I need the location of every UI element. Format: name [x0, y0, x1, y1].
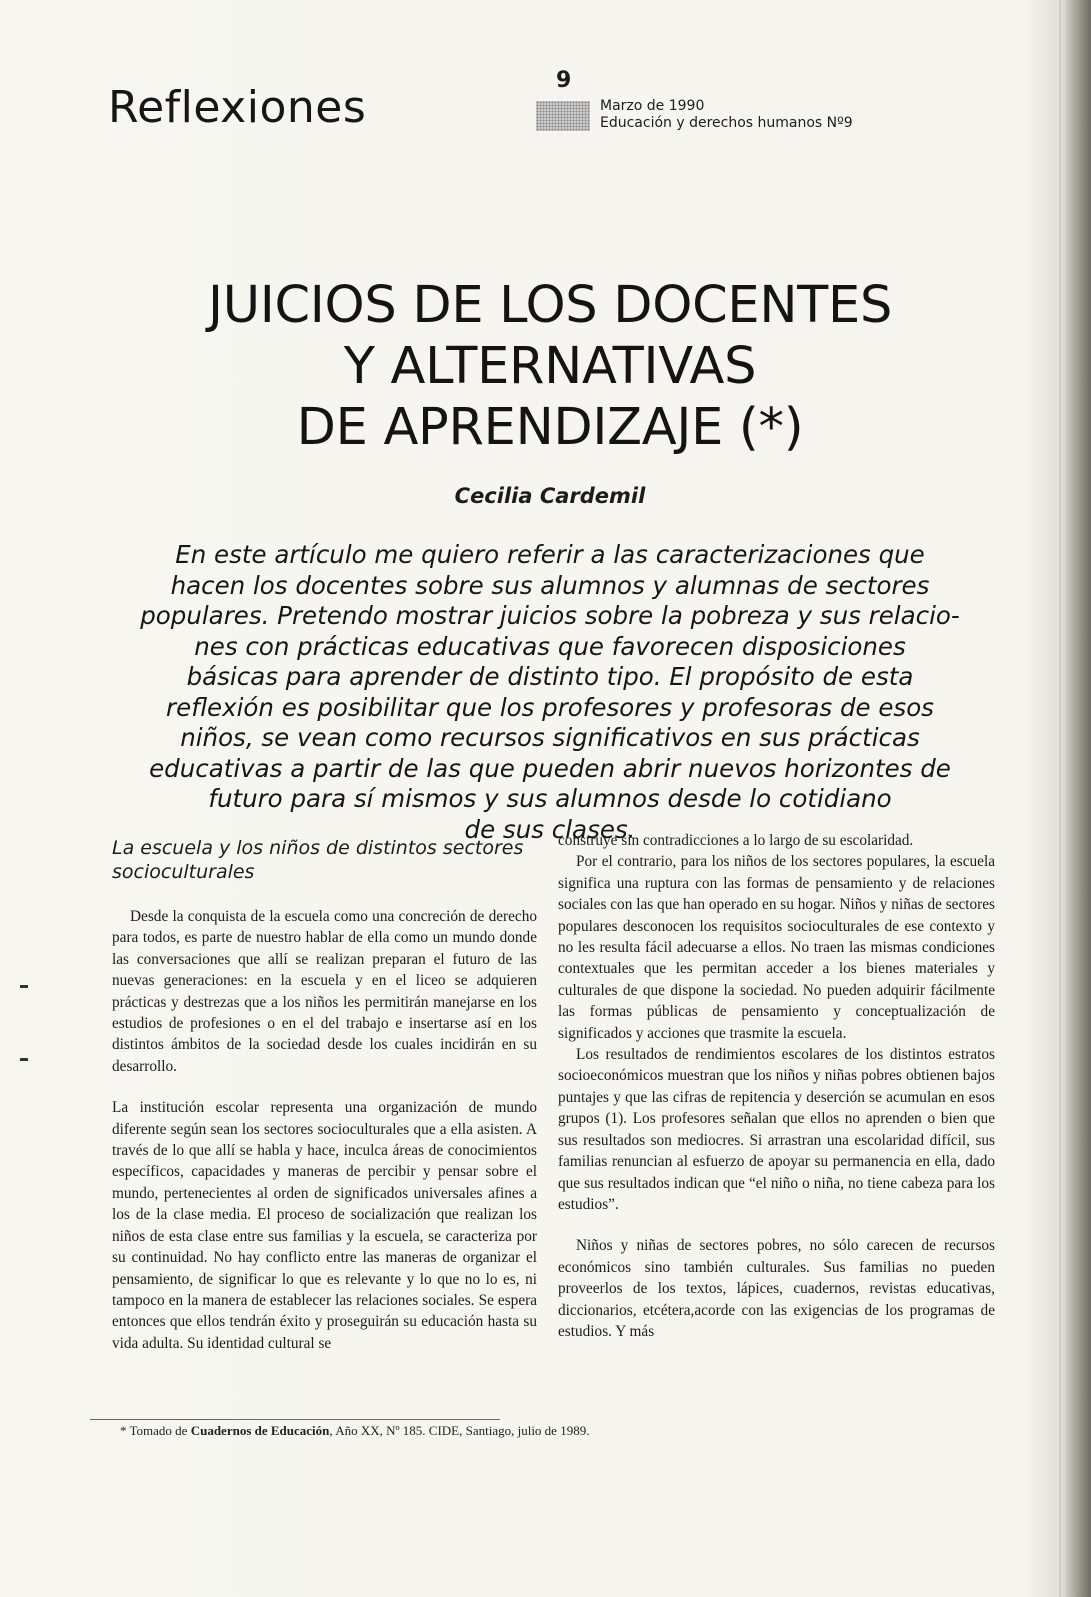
footnote-rule — [90, 1419, 500, 1420]
abstract-line: hacen los docentes sobre sus alumnos y alumnas de sectores — [170, 570, 930, 600]
abstract-line: En este artículo me quiero referir a las caracterizaciones que — [175, 540, 925, 569]
issue-title: Educación y derechos humanos Nº9 — [600, 115, 853, 131]
footnote — [120, 1423, 589, 1439]
footnote-prefix: * Tomado de — [120, 1423, 191, 1438]
issue-date: Marzo de 1990 — [600, 98, 705, 114]
abstract-line: populares. Pretendo mostrar juicios sobre la pobreza y sus relacio- — [140, 601, 960, 630]
issue-info — [600, 98, 853, 132]
left-column — [112, 830, 537, 1354]
title-line: DE APRENDIZAJE (*) — [296, 398, 804, 457]
abstract-line: básicas para aprender de distinto tipo. El propósito de esta — [186, 662, 914, 691]
title-line: Y ALTERNATIVAS — [343, 337, 757, 396]
abstract-line: de sus clases. — [464, 814, 636, 844]
binding-edge — [1065, 0, 1091, 1597]
body-paragraph: Los resultados de rendimientos escolares de los distintos estratos socioeconómicos muestran que los niños y niñas pobres obtienen bajos puntajes y que las cifras de repitencia y deserción se acumulan en esos grupos (1). Los profesores señalan que ellos no aprenden o bien que sus resultados son mediocres. Si arrastran una escolaridad difícil, sus familias renuncian al esfuerzo de apoyar su permanencia en ella, dado que sus resultados indican que “el niño o niña, no tiene cabeza para los estudios”. — [558, 1046, 995, 1213]
abstract-line: nes con prácticas educativas que favorecen disposiciones — [194, 631, 906, 661]
title-line: JUICIOS DE LOS DOCENTES — [207, 276, 893, 335]
article-title — [100, 275, 1000, 458]
body-paragraph: Niños y niñas de sectores pobres, no sólo carecen de recursos económicos sino también culturales. Sus familias no pueden proveerlos de los textos, lápices, cuadernos, revistas educativas, diccionarios, etcétera,acorde con las exigencias de los programas de estudios. Y más — [558, 1237, 995, 1340]
abstract-line: futuro para sí mismos y sus alumnos desde lo cotidiano — [208, 784, 892, 813]
subheading: La escuela y los niños de distintos sectores socioculturales — [112, 837, 524, 883]
page-fold-line — [1059, 0, 1061, 1597]
margin-mark — [20, 985, 28, 988]
author-name: Cecilia Cardemil — [454, 484, 646, 508]
page-number: 9 — [556, 68, 572, 93]
halftone-box — [536, 101, 590, 131]
body-paragraph: La institución escolar representa una organización de mundo diferente según sean los sectores socioculturales que a ella asisten. A través de lo que allí se habla y hace, inculca áreas de conocimientos específicos, capacidades y maneras de percibir y pensar sobre el mundo, pertenecientes al orden de significados universales afines a los de la clase media. El proceso de socialización que realizan los niños de esta clase entre sus familias y la escuela, se caracteriza por su continuidad. No hay conflicto entre las maneras de organizar el pensamiento, de significar lo que es relevante y lo que no lo es, ni tampoco en la manera de establecer las relaciones sociales. Se espera entonces que ellos tendrán éxito y proseguirán su educación hasta su vida adulta. Su identidad cultural se — [112, 1099, 537, 1352]
body-paragraph: construye sin contradicciones a lo largo de su escolaridad. — [558, 832, 914, 849]
section-title: Reflexiones — [108, 82, 367, 133]
body-paragraph: Por el contrario, para los niños de los sectores populares, la escuela significa una ruptura con las formas de pensamiento y de relaciones sociales con las que han operado en su hogar. Niños y niñas de sectores populares desconocen los requisitos socioculturales de ese contexto y no les resulta fácil adecuarse a ellos. No traen las mismas condiciones contextuales que les permitan acceder a los bienes materiales y culturales de que dispone la sociedad. No pueden adquirir fácilmente las formas públicas de pensamiento y conceptualización de significados y acciones que trasmite la escuela. — [558, 853, 995, 1042]
abstract-line: niños, se vean como recursos significativos en sus prácticas — [180, 723, 920, 752]
footnote-source: Cuadernos de Educación — [190, 1423, 330, 1438]
body-paragraph: Desde la conquista de la escuela como una concreción de derecho para todos, es parte de nuestro hablar de ella como un mundo donde las conversaciones que allí se realizan preparan el futuro de las nuevas generaciones: en la escuela y en el liceo se adquieren prácticas y destrezas que a los niños les permitirán manejarse en los estudios de profesiones o en el del trabajo e insertarse así en los distintos ámbitos de la sociedad desde los cuales incidirán en su desarrollo. — [112, 908, 537, 1075]
right-column — [558, 830, 995, 1342]
margin-mark — [20, 1058, 28, 1061]
abstract-line: reflexión es posibilitar que los profesores y profesoras de esos — [166, 692, 934, 722]
abstract-line: educativas a partir de las que pueden abrir nuevos horizontes de — [149, 753, 951, 783]
footnote-details: , Año XX, Nº 185. CIDE, Santiago, julio de 1989. — [329, 1423, 590, 1438]
abstract — [100, 540, 1000, 845]
